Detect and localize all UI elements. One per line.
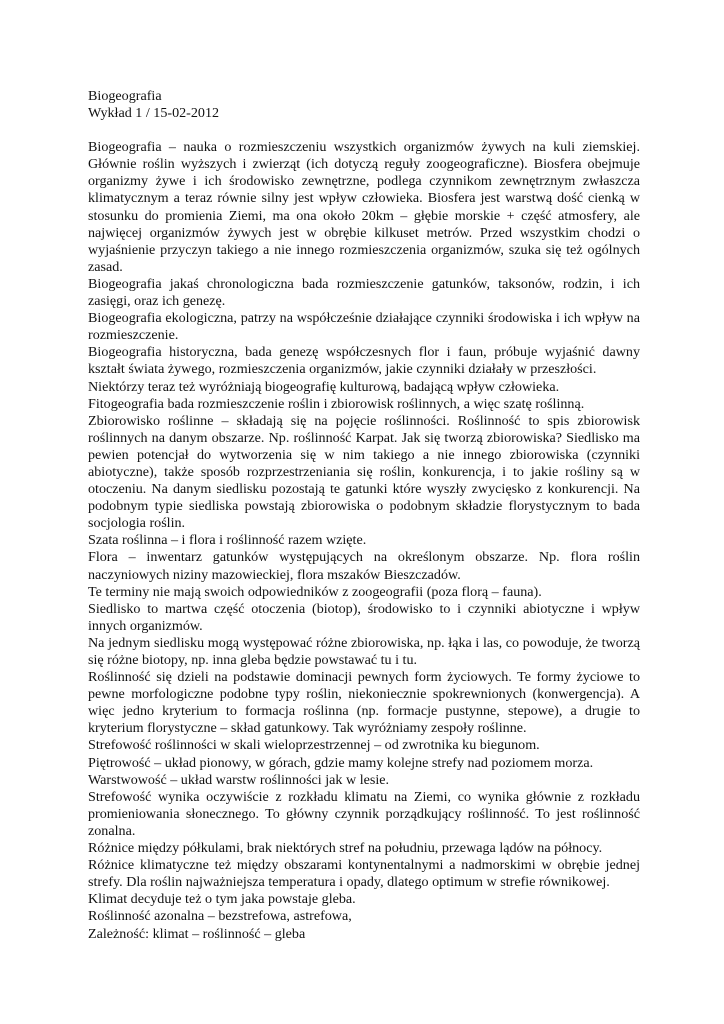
paragraph: Różnice między półkulami, brak niektórych stref na południu, przewaga lądów na północy.	[88, 840, 603, 857]
lecture-subtitle: Wykład 1 / 15-02-2012	[88, 105, 220, 122]
document-title: Biogeografia	[88, 88, 162, 104]
paragraph: Biogeografia jakaś chronologiczna bada rozmieszczenie gatunków, taksonów, rodzin, i ich zasięgi, oraz ich genezę.	[88, 275, 640, 310]
paragraph: Warstwowość – układ warstw roślinności jak w lesie.	[88, 771, 390, 788]
document-page	[88, 88, 640, 943]
paragraph: Roślinność azonalna – bezstrefowa, astrefowa,	[88, 908, 352, 925]
paragraph: Szata roślinna – i flora i roślinność razem wzięte.	[88, 532, 367, 549]
paragraph: Strefowość wynika oczywiście z rozkładu klimatu na Ziemi, co wynika głównie z rozkładu promieniowania słonecznego. To główny czynnik porządkujący roślinność. To jest roślinność zonalna.	[88, 788, 640, 839]
paragraph: Niektórzy teraz też wyróżniają biogeografię kulturową, badającą wpływ człowieka.	[88, 378, 560, 395]
paragraph: Biogeografia – nauka o rozmieszczeniu wszystkich organizmów żywych na kuli ziemskiej. Głównie roślin wyższych i zwierząt (ich dotyczą reguły zoogeograficzne). Biosfera obejmuje organizmy żywe i ich środowisko zewnętrzne, podlega czynnikom zewnętrznym zwłaszcza klimatycznym a teraz równie silny jest wpływ człowieka. Biosfera jest warstwą dość cienką w stosunku do promienia Ziemi, ma ona około 20km – głębie morskie + część atmosfery, ale najwięcej organizmów żywych jest w obrębie kilkuset metrów. Przed wszystkim chodzi o wyjaśnienie przyczyn takiego a nie innego rozmieszczenia organizmów, szuka się też ogólnych zasad.	[88, 139, 640, 275]
paragraph: Biogeografia historyczna, bada genezę współczesnych flor i faun, próbuje wyjaśnić dawny kształt świata żywego, rozmieszczenia organizmów, jakie czynniki działały w przeszłości.	[88, 344, 640, 378]
paragraph: Piętrowość – układ pionowy, w górach, gdzie mamy kolejne strefy nad poziomem morza.	[88, 754, 594, 771]
paragraph: Na jednym siedlisku mogą występować różne zbiorowiska, np. łąka i las, co powoduje, że tworzą się różne biotopy, np. inna gleba będzie powstawać tu i tu.	[88, 634, 640, 668]
paragraph: Biogeografia ekologiczna, patrzy na współcześnie działające czynniki środowiska i ich wpływ na rozmieszczenie.	[88, 310, 640, 344]
paragraph: Roślinność się dzieli na podstawie dominacji pewnych form życiowych. Te formy życiowe to pewne morfologiczne podobne typy roślin, niekoniecznie spokrewnionych (konwergencja). A więc jedno kryterium to formacja roślinna (np. formacje pustynne, stepowe), a drugie to kryterium florystyczne – skład gatunkowy. Tak wyróżniamy zespoły roślinne.	[88, 669, 640, 737]
paragraph: Różnice klimatyczne też między obszarami kontynentalnymi a nadmorskimi w obrębie jednej strefy. Dla roślin najważniejsza temperatura i opady, dlatego optimum w strefie równikowej.	[88, 857, 640, 891]
paragraph: Te terminy nie mają swoich odpowiedników z zoogeografii (poza florą – fauna).	[88, 583, 542, 600]
paragraph: Zbiorowisko roślinne – składają się na pojęcie roślinności. Roślinność to spis zbiorowisk roślinnych na danym obszarze. Np. roślinność Karpat. Jak się tworzą zbiorowiska? Siedlisko ma pewien potencjał do wytworzenia się w nim takiego a nie innego zbiorowiska (czynniki abiotyczne), także sposób rozprzestrzeniania się roślin, konkurencja, i to jakie rośliny są w otoczeniu. Na danym siedlisku pozostają te gatunki które wyszły zwycięsko z konkurencji. Na podobnym typie siedliska powstają zbiorowiska o podobnym składzie florystycznym to bada socjologia roślin.	[88, 412, 640, 532]
paragraph: Strefowość roślinności w skali wieloprzestrzennej – od zwrotnika ku biegunom.	[88, 737, 540, 754]
paragraph: Zależność: klimat – roślinność – gleba	[88, 925, 306, 942]
paragraph: Flora – inwentarz gatunków występujących na określonym obszarze. Np. flora roślin naczyniowych niziny mazowieckiej, flora mszaków Bieszczadów.	[88, 549, 640, 583]
paragraph: Fitogeografia bada rozmieszczenie roślin i zbiorowisk roślinnych, a więc szatę roślinną.	[88, 395, 585, 412]
paragraph: Klimat decyduje też o tym jaka powstaje gleba.	[88, 891, 356, 908]
blank-line	[88, 122, 640, 139]
paragraph: Siedlisko to martwa część otoczenia (biotop), środowisko to i czynniki abiotyczne i wpływ innych organizmów.	[88, 600, 640, 634]
